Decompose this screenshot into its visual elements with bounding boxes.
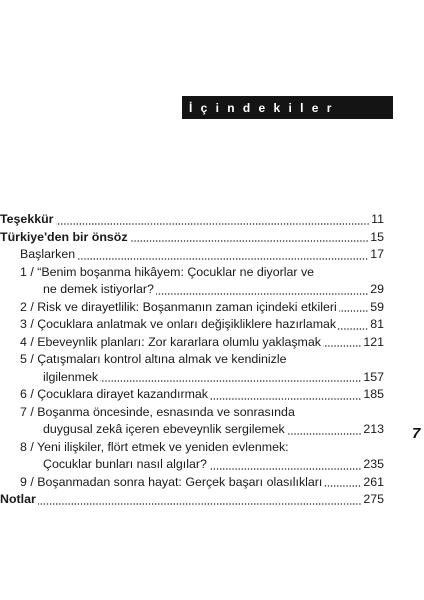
toc-leader-dots: [210, 398, 361, 400]
toc-entry: [0, 386, 384, 404]
toc-leader-dots: [56, 223, 370, 225]
toc-heading: İçindekiler: [189, 100, 340, 115]
toc-entry-page: 81: [369, 316, 384, 334]
toc-entry: [0, 404, 384, 422]
toc-entry-page: 17: [369, 246, 384, 264]
table-of-contents: [0, 211, 384, 509]
toc-entry-title: 4 / Ebeveynlik planları: Zor kararlara olumlu yaklaşmak: [20, 334, 321, 349]
toc-entry: [0, 211, 384, 229]
toc-entry: [0, 491, 384, 509]
toc-entry-page: 59: [369, 299, 384, 317]
toc-entry-title: 2 / Risk ve dirayetlilik: Boşanmanın zaman içindeki etkileri: [20, 299, 337, 314]
toc-entry: [0, 246, 384, 264]
toc-entry-title: Notlar: [0, 492, 36, 506]
toc-entry-title-box: [20, 247, 76, 261]
toc-entry-title-box: [20, 300, 338, 314]
toc-entry-title-box: [20, 265, 315, 279]
toc-entry-page: 185: [362, 386, 384, 404]
toc-entry-page: 261: [362, 474, 384, 492]
toc-entry: [0, 334, 384, 352]
toc-leader-dots: [156, 293, 368, 295]
toc-leader-dots: [209, 468, 361, 470]
toc-entry-title-box: [43, 370, 99, 384]
toc-entry-title-box: [20, 387, 209, 401]
toc-entry-title: Çocuklar bunları nasıl algılar?: [43, 457, 207, 471]
toc-entry: [0, 474, 384, 492]
toc-entry: [0, 281, 384, 299]
toc-entry-page: 213: [362, 421, 384, 439]
toc-leader-dots: [323, 345, 361, 347]
toc-entry-title-box: [43, 282, 155, 296]
toc-entry-page: 121: [362, 334, 384, 352]
toc-entry: [0, 369, 384, 387]
toc-entry-title: 8 / Yeni ilişkiler, flört etmek ve yeniden evlenmek:: [20, 439, 289, 454]
toc-entry: [0, 456, 384, 474]
toc-leader-dots: [338, 328, 368, 330]
toc-entry-title: 1 / “Benim boşanma hikâyem: Çocuklar ne diyorlar ve: [20, 264, 315, 279]
toc-entry: [0, 264, 384, 282]
toc-entry-title: ilgilenmek: [43, 369, 99, 384]
toc-entry-title-box: [20, 475, 323, 489]
toc-entry: [0, 421, 384, 439]
toc-entry-title: 5 / Çatışmaları kontrol altına almak ve kendinizle: [20, 352, 287, 366]
toc-entry-title: 3 / Çocuklara anlatmak ve onları değişikliklere hazırlamak: [20, 317, 337, 331]
toc-entry-title-box: [43, 457, 208, 471]
toc-entry-title: 7 / Boşanma öncesinde, esnasında ve sonrasında: [20, 404, 295, 419]
toc-leader-dots: [77, 258, 368, 260]
toc-entry-page: 275: [362, 491, 384, 509]
toc-entry-page: 11: [370, 211, 384, 229]
toc-entry: [0, 439, 384, 457]
toc-leader-dots: [100, 380, 361, 382]
toc-leader-dots: [38, 503, 362, 505]
toc-entry-page: 235: [362, 456, 384, 474]
toc-entry: [0, 299, 384, 317]
toc-entry-page: 29: [369, 281, 384, 299]
toc-entry-title: duygusal zekâ içeren ebeveynlik sergilemek: [43, 422, 285, 436]
toc-entry: [0, 351, 384, 369]
toc-entry-page: 157: [362, 369, 384, 387]
toc-entry-title: Teşekkür: [0, 212, 54, 226]
toc-entry-page: 15: [369, 229, 384, 247]
toc-entry-title: 6 / Çocuklara dirayet kazandırmak: [20, 387, 209, 401]
toc-entry-title-box: [0, 212, 55, 226]
toc-entry-title: 9 / Boşanmadan sonra hayat: Gerçek başarı olasılıkları: [20, 474, 323, 489]
toc-entry-title: ne demek istiyorlar?: [43, 282, 154, 296]
toc-entry-title-box: [20, 440, 290, 454]
toc-entry-title-box: [20, 335, 322, 349]
page-number: 7: [412, 425, 421, 442]
toc-entry-title-box: [20, 317, 337, 331]
toc-entry-title-box: [0, 492, 37, 506]
toc-entry-title-box: [0, 230, 129, 244]
toc-entry-title: Türkiye'den bir önsöz: [0, 229, 128, 244]
toc-leader-dots: [130, 240, 369, 242]
toc-entry-title-box: [43, 422, 286, 436]
toc-entry-title-box: [20, 405, 296, 419]
toc-leader-dots: [324, 485, 361, 487]
toc-leader-dots: [287, 433, 362, 435]
toc-entry-title-box: [20, 352, 288, 366]
toc-header-bar: [182, 96, 393, 119]
toc-leader-dots: [339, 310, 368, 312]
toc-entry: [0, 316, 384, 334]
toc-entry: [0, 229, 384, 247]
toc-entry-title: Başlarken: [20, 247, 76, 261]
